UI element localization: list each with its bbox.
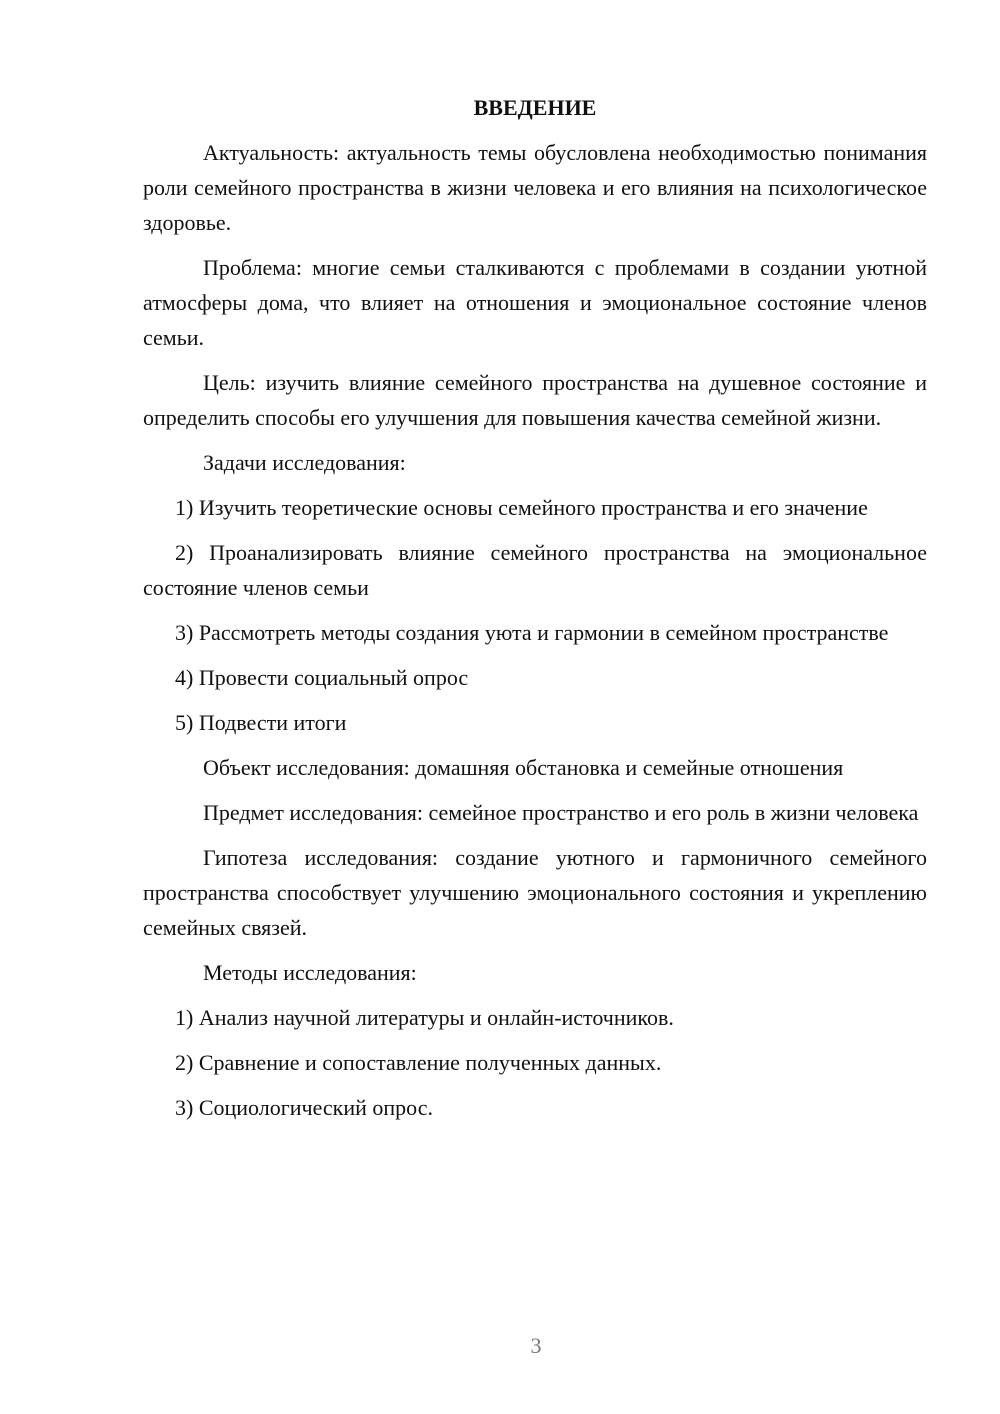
paragraph-relevance: Актуальность: актуальность темы обусловлена необходимостью понимания роли семейного пространства в жизни человека и его влияния на психологическое здоровье. (143, 140, 927, 235)
paragraph-goal: Цель: изучить влияние семейного пространства на душевное состояние и определить способы его улучшения для повышения качества семейной жизни. (143, 370, 927, 430)
method-item-1: 1) Анализ научной литературы и онлайн-источников. (175, 1005, 674, 1030)
task-item-2: 2) Проанализировать влияние семейного пространства на эмоциональное состояние членов семьи (143, 540, 927, 600)
method-item-2: 2) Сравнение и сопоставление полученных данных. (175, 1050, 662, 1075)
task-item-4: 4) Провести социальный опрос (175, 665, 469, 690)
task-item-1: 1) Изучить теоретические основы семейного пространства и его значение (175, 495, 868, 520)
section-title: ВВЕДЕНИЕ (473, 95, 597, 120)
paragraph-subject: Предмет исследования: семейное пространство и его роль в жизни человека (203, 800, 919, 825)
tasks-heading: Задачи исследования: (203, 450, 406, 475)
task-item-5: 5) Подвести итоги (175, 710, 347, 735)
page-content (143, 90, 927, 1135)
paragraph-problem: Проблема: многие семьи сталкиваются с проблемами в создании уютной атмосферы дома, что влияет на отношения и эмоциональное состояние членов семьи. (143, 255, 927, 350)
paragraph-hypothesis: Гипотеза исследования: создание уютного и гармоничного семейного пространства способствует улучшению эмоционального состояния и укреплению семейных связей. (143, 845, 927, 940)
methods-heading: Методы исследования: (203, 960, 417, 985)
paragraph-object: Объект исследования: домашняя обстановка и семейные отношения (203, 755, 844, 780)
task-item-3: 3) Рассмотреть методы создания уюта и гармонии в семейном пространстве (175, 620, 889, 645)
page-number: 3 (530, 1333, 542, 1358)
method-item-3: 3) Социологический опрос. (175, 1095, 433, 1120)
